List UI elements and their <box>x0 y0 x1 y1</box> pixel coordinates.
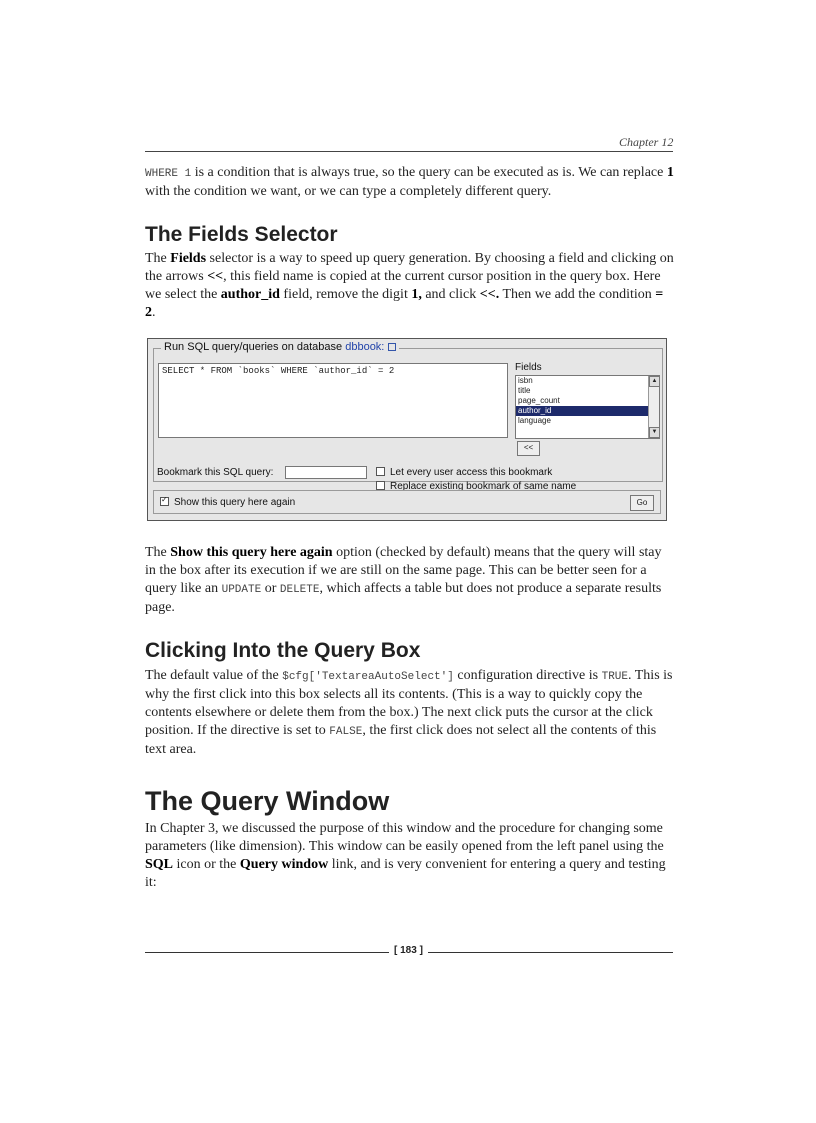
cs-t2: configuration directive is <box>453 668 602 683</box>
code-where-1: WHERE 1 <box>145 168 192 180</box>
fs-b4: 1, <box>411 287 422 302</box>
fs-b5: <<. <box>479 287 500 302</box>
qw-b1: SQL <box>145 857 174 872</box>
show-again-checkbox[interactable] <box>160 497 169 506</box>
fs-t6: Then we add the condition <box>499 287 656 302</box>
heading-clicking-query-box: Clicking Into the Query Box <box>145 639 421 662</box>
field-option[interactable]: page_count <box>518 396 560 405</box>
sql-query-textarea[interactable]: SELECT * FROM `books` WHERE `author_id` = 2 <box>158 363 508 438</box>
code-update: UPDATE <box>221 584 262 596</box>
let-every-user-row[interactable] <box>376 467 552 478</box>
intro-bold-1: 1 <box>666 165 674 180</box>
code-cfg: $cfg['TextareaAutoSelect'] <box>282 671 454 683</box>
field-option[interactable]: language <box>518 416 551 425</box>
fields-paragraph <box>145 250 675 322</box>
show-again-label: Show this query here again <box>174 497 296 508</box>
sp-t3: or <box>261 581 280 596</box>
heading-fields-selector: The Fields Selector <box>145 223 338 246</box>
heading-query-window: The Query Window <box>145 786 390 816</box>
scroll-down-icon[interactable]: ▼ <box>649 427 660 438</box>
footer-rule-right <box>428 952 673 953</box>
qw-t1: In Chapter 3, we discussed the purpose of this window and the procedure for changing some parameters (like dimension). This window can be easily opened from the left panel using the <box>145 821 664 854</box>
field-option[interactable]: title <box>518 386 531 395</box>
fs-b2: << <box>207 269 224 284</box>
footer-rule-left <box>145 952 389 953</box>
page-number: [ 183 ] <box>394 945 423 956</box>
let-every-user-label: Let every user access this bookmark <box>390 467 553 478</box>
fs-t5: and click <box>421 287 480 302</box>
header-rule <box>145 151 673 152</box>
fs-t3: , this field name is copied at the current cursor position in the query box. Here we select the <box>145 269 661 302</box>
fs-b3: author_id <box>220 287 280 302</box>
fields-select[interactable] <box>515 375 660 439</box>
cs-t1: The default value of the <box>145 668 283 683</box>
sp-t4: , which affects a table but does not produce a separate results page. <box>145 581 662 615</box>
bottom-bar <box>153 490 661 514</box>
let-every-user-checkbox[interactable] <box>376 467 385 476</box>
replace-existing-label: Replace existing bookmark of same name <box>390 481 577 492</box>
bookmark-label: Bookmark this SQL query: <box>157 467 274 478</box>
show-block <box>145 544 675 617</box>
docs-icon[interactable] <box>388 343 396 351</box>
intro-block <box>145 164 675 201</box>
fields-label: Fields <box>515 362 542 373</box>
fs-t1: The <box>145 251 171 266</box>
fs-t4: field, remove the digit <box>279 287 412 302</box>
fs-t2: selector is a way to speed up query generation. By choosing a field and clicking on the arrows <box>145 251 674 284</box>
legend-text: Run SQL query/queries on database <box>164 341 346 353</box>
code-delete: DELETE <box>279 584 320 596</box>
fs-t7: . <box>152 305 156 320</box>
sp-t2: option (checked by default) means that the query will stay in the box after its execution if we are still on the same page. This can be better seen for a query like an <box>145 545 662 596</box>
query-window-paragraph <box>145 820 675 892</box>
bookmark-input[interactable] <box>285 466 367 479</box>
fields-scrollbar[interactable] <box>648 376 659 438</box>
cs-t4: , the first click does not select all the contents of this text area. <box>145 723 657 757</box>
qw-t2: icon or the <box>173 857 240 872</box>
go-button[interactable]: Go <box>630 495 654 511</box>
intro-paragraph <box>145 164 675 201</box>
code-true: TRUE <box>601 671 628 683</box>
replace-existing-checkbox[interactable] <box>376 481 385 490</box>
insert-field-button[interactable]: << <box>517 441 540 456</box>
show-again-row[interactable] <box>160 497 295 508</box>
intro-text-2: with the condition we want, or we can type a completely different query. <box>145 184 552 199</box>
sql-query-panel <box>147 338 667 521</box>
database-link[interactable]: dbbook: <box>345 341 385 353</box>
show-paragraph <box>145 544 675 617</box>
chapter-label: Chapter 12 <box>619 135 674 149</box>
sp-b1: Show this query here again <box>170 545 333 560</box>
qw-t3: link, and is very convenient for entering a query and testing it: <box>145 857 666 890</box>
intro-text-1: is a condition that is always true, so the query can be executed as is. We can replace <box>191 165 667 180</box>
field-option-selected[interactable]: author_id <box>516 406 651 416</box>
sp-t1: The <box>145 545 171 560</box>
field-option[interactable]: isbn <box>518 376 533 385</box>
qw-b2: Query window <box>239 857 329 872</box>
clicking-block <box>145 667 675 759</box>
clicking-paragraph <box>145 667 675 759</box>
query-window-block <box>145 820 675 892</box>
fs-b6: = 2 <box>145 287 664 320</box>
code-false: FALSE <box>329 726 363 738</box>
scroll-up-icon[interactable]: ▲ <box>649 376 660 387</box>
query-fieldset <box>153 341 663 492</box>
fields-block <box>145 250 675 322</box>
cs-t3: . This is why the first click into this box selects all its contents. (This is a way to quickly copy the contents elsewhere or delete them from the box.) The next click puts the cursor at the click position. If the directive is set to <box>145 668 673 738</box>
fieldset-legend <box>161 341 399 353</box>
fs-b1: Fields <box>170 251 207 266</box>
